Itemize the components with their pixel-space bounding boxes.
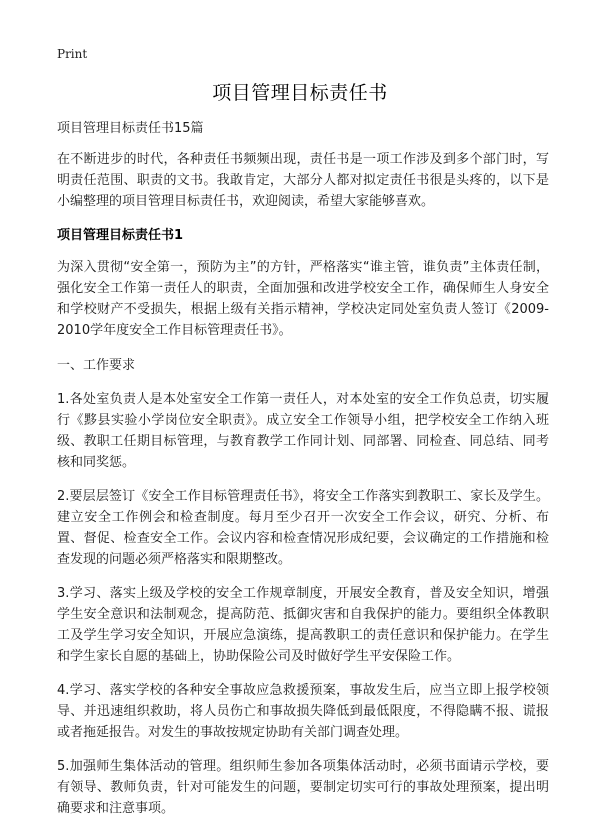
page-title: 项目管理目标责任书 xyxy=(212,82,388,104)
document-body xyxy=(57,118,549,832)
document-subtitle: 项目管理目标责任书15篇 xyxy=(57,121,204,136)
requirement-item-4: 4.学习、落实学校的各种安全事故应急救援预案，事故发生后，应当立即上报学校领导、并迅速组织救助，将人员伤亡和事故损失降低到最低限度，不得隐瞒不报、谎报或者拖延报告。对发生的事故按规定协助有关部门调查处理。 xyxy=(57,683,549,740)
requirement-item-1: 1.各处室负责人是本处室安全工作第一责任人，对本处室的安全工作负总责，切实履行《黟县实验小学岗位安全职责》。成立安全工作领导小组，把学校安全工作纳入班级、教职工任期目标管理，与教育教学工作同计划、同部署、同检查、同总结、同考核和同奖惩。 xyxy=(57,392,549,470)
requirement-item-5: 5.加强师生集体活动的管理。组织师生参加各项集体活动时，必须书面请示学校，要有领导、教师负责，针对可能发生的问题，要制定切实可行的事故处理预案，提出明确要求和注意事项。 xyxy=(57,759,549,816)
requirement-item-3: 3.学习、落实上级及学校的安全工作规章制度，开展安全教育，普及安全知识，增强学生安全意识和法制观念，提高防范、抵御灾害和自我保护的能力。要组织全体教职工及学生学习安全知识，开展应急演练，提高教职工的责任意识和保护能力。在学生和学生家长自愿的基础上，协助保险公司及时做好学生平安保险工作。 xyxy=(57,586,549,664)
requirements-heading: 一、工作要求 xyxy=(57,358,136,373)
requirement-item-2: 2.要层层签订《安全工作目标管理责任书》，将安全工作落实到教职工、家长及学生。建立安全工作例会和检查制度。每月至少召开一次安全工作会议，研究、分析、布置、督促、检查安全工作。会议内容和检查情况形成纪要，会议确定的工作措施和检查发现的问题必须严格落实和限期整改。 xyxy=(57,489,549,567)
print-link[interactable]: Print xyxy=(57,47,88,61)
section-heading: 项目管理目标责任书1 xyxy=(57,228,184,243)
intro-paragraph: 在不断进步的时代，各种责任书频频出现，责任书是一项工作涉及到多个部门时，写明责任范围、职责的文书。我敢肯定，大部分人都对拟定责任书很是头疼的，以下是小编整理的项目管理目标责任书，欢迎阅读，希望大家能够喜欢。 xyxy=(57,152,549,209)
section-paragraph: 为深入贯彻“安全第一，预防为主”的方针，严格落实“谁主管，谁负责”主体责任制，强化安全工作第一责任人的职责，全面加强和改进学校安全工作，确保师生人身安全和学校财产不受损失，根据上级有关指示精神，学校决定同处室负责人签订《2009-2010学年度安全工作目标管理责任书》。 xyxy=(57,260,549,338)
